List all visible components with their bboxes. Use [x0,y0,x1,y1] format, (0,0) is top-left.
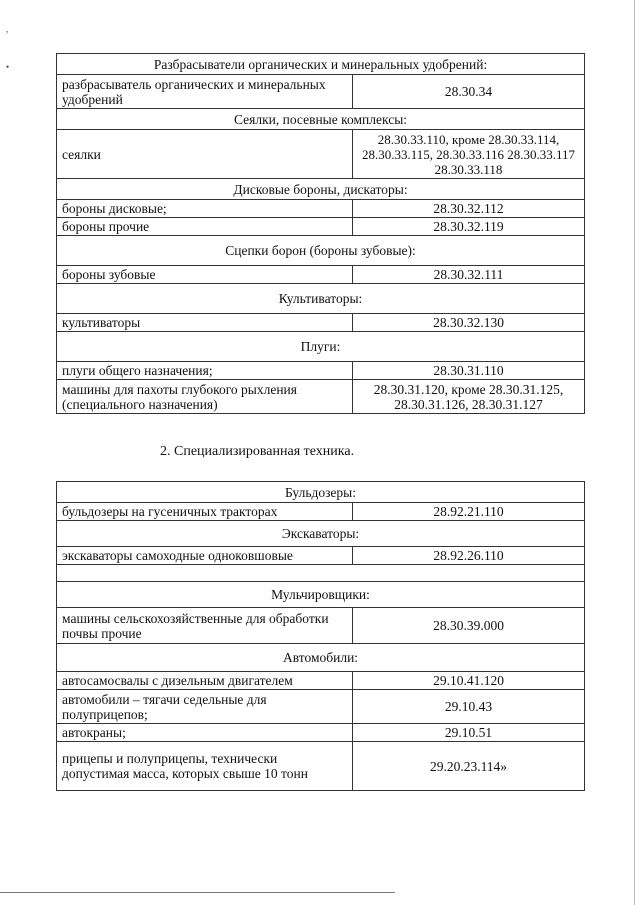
item-name: бороны прочие [57,218,353,236]
table-row [57,672,585,690]
table-row [57,724,585,742]
category-header: Мульчировщики: [57,582,585,608]
table-row [57,284,585,314]
table-row [57,54,585,75]
category-header: Разбрасыватели органических и минеральных удобрений: [57,54,585,75]
table-row [57,380,585,414]
item-code: 29.10.51 [353,724,585,742]
machinery-table-agricultural [56,53,585,414]
table-row [57,218,585,236]
category-header: Сцепки борон (бороны зубовые): [57,236,585,266]
category-header: Плуги: [57,332,585,362]
category-header: Экскаваторы: [57,521,585,547]
item-name: сеялки [57,130,353,179]
table-row [57,521,585,547]
item-name: автомобили – тягачи седельные для полуприцепов; [57,690,353,724]
item-code: 29.10.43 [353,690,585,724]
item-code: 28.30.39.000 [353,608,585,644]
item-name: автокраны; [57,724,353,742]
item-code: 28.30.31.120, кроме 28.30.31.125, 28.30.31.126, 28.30.31.127 [353,380,585,414]
item-name: прицепы и полуприцепы, технически допустимая масса, которых свыше 10 тонн [57,742,353,791]
item-code: 28.92.21.110 [353,503,585,521]
item-name: автосамосвалы с дизельным двигателем [57,672,353,690]
item-name: машины сельскохозяйственные для обработки почвы прочие [57,608,353,644]
item-code: 28.30.32.112 [353,200,585,218]
item-code: 28.30.34 [353,75,585,109]
category-header: Автомобили: [57,644,585,672]
table-row [57,130,585,179]
item-name: разбрасыватель органических и минеральных удобрений [57,75,353,109]
item-name: бульдозеры на гусеничных тракторах [57,503,353,521]
item-code: 28.30.32.111 [353,266,585,284]
item-code: 28.30.31.110 [353,362,585,380]
table-row [57,503,585,521]
category-header: Бульдозеры: [57,482,585,503]
table-row [57,266,585,284]
table-row [57,582,585,608]
empty-row [57,565,585,582]
scan-edge-line [634,0,635,905]
scan-edge-line [0,892,395,893]
table-row [57,75,585,109]
section-title: 2. Специализированная техника. [160,444,355,459]
item-name: бороны дисковые; [57,200,353,218]
item-name: плуги общего назначения; [57,362,353,380]
item-name: экскаваторы самоходные одноковшовые [57,547,353,565]
table-row [57,200,585,218]
table-row [57,690,585,724]
item-name: бороны зубовые [57,266,353,284]
category-header: Дисковые бороны, дискаторы: [57,179,585,200]
item-code: 28.30.32.130 [353,314,585,332]
table-row [57,742,585,791]
table-row [57,565,585,582]
table-row [57,179,585,200]
table-row [57,332,585,362]
scan-mark: • [6,62,10,72]
item-code: 28.30.32.119 [353,218,585,236]
table-row [57,608,585,644]
table-row [57,482,585,503]
table-row [57,644,585,672]
category-header: Культиваторы: [57,284,585,314]
table-row [57,362,585,380]
item-code: 29.20.23.114» [353,742,585,791]
item-name: культиваторы [57,314,353,332]
table-row [57,109,585,130]
item-code: 28.30.33.110, кроме 28.30.33.114, 28.30.33.115, 28.30.33.116 28.30.33.117 28.30.33.118 [353,130,585,179]
scan-mark: , [6,24,9,34]
category-header: Сеялки, посевные комплексы: [57,109,585,130]
table-row [57,236,585,266]
table-row [57,314,585,332]
machinery-table-specialized [56,481,585,791]
item-code: 28.92.26.110 [353,547,585,565]
table-row [57,547,585,565]
item-name: машины для пахоты глубокого рыхления (специального назначения) [57,380,353,414]
item-code: 29.10.41.120 [353,672,585,690]
